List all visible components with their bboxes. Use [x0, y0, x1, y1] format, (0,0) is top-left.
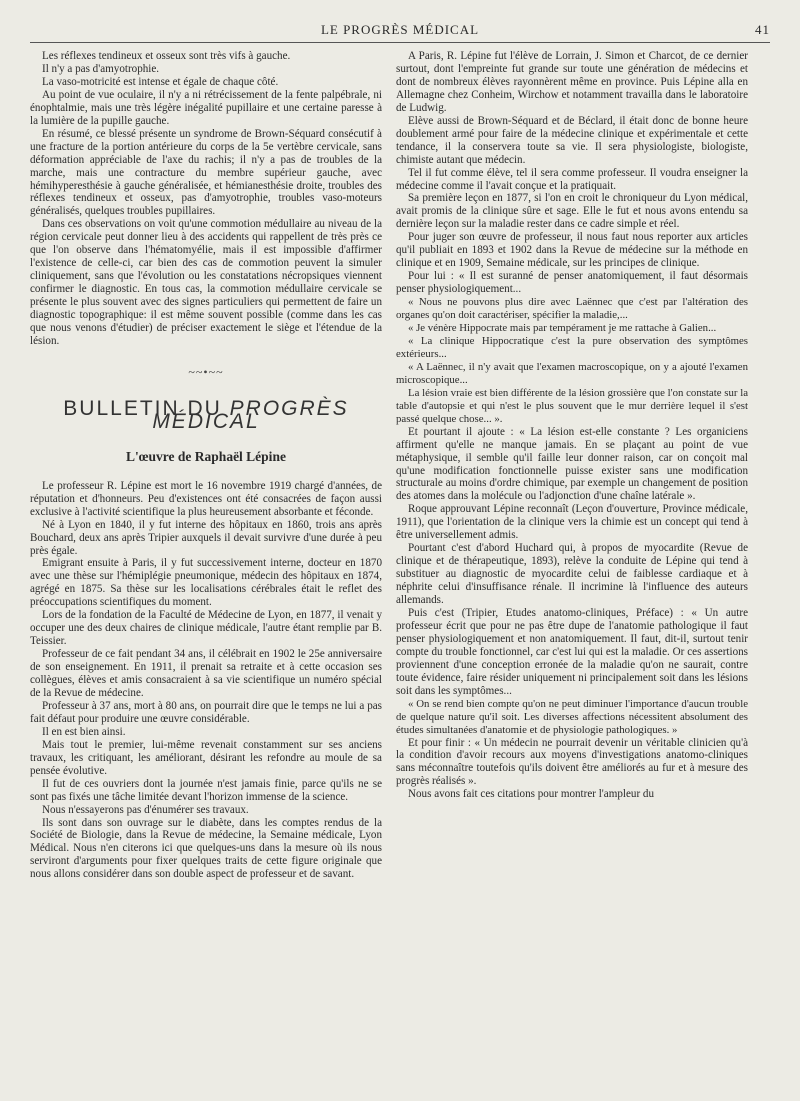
bulletin-heading-part2: PROGRÈS MÉDICAL [152, 396, 349, 433]
section-ornament: ~~•~~ [188, 364, 224, 379]
paragraph: Pour lui : « Il est suranné de penser anatomiquement, il faut désormais penser physiologiquement... [396, 270, 748, 296]
paragraph: Il fut de ces ouvriers dont la journée n'est jamais finie, parce qu'ils ne se sont pas fixés une tâche limitée devant l'horizon immense de la science. [30, 777, 382, 803]
paragraph: Il n'y a pas d'amyotrophie. [42, 62, 160, 75]
page-number: 41 [755, 22, 770, 37]
right-column [396, 50, 748, 1090]
paragraph: Et pourtant il ajoute : « La lésion est-elle constante ? Les organiciens affirment qu'elle ne manque jamais. En se plaçant au point de vue métaphysique, il semble qu'il faille leur donner raison, car on conçoit mal qu'une modification fonctionnelle puisse exister sans une modification structurale au moins d'ordre chimique, par exemple un changement de position des atomes dans la molécule ou l'adjonction d'une chaîne latérale ». [396, 425, 748, 503]
paragraph: Puis c'est (Tripier, Etudes anatomo-cliniques, Préface) : « Un autre professeur écrit que pour ne pas être dupe de l'anatomie pathologique il faut penser physiologiquement et non anatomiquement. Il faut, dit-il, surtout tenir compte du trouble fonctionnel, car c'est lui qui est la maladie. Or ces assertions proviennent d'une conception erronée de la maladie qu'on ne saurait, contre toute évidence, faire résider uniquement ni principalement soit dans les lésions soit dans les symptômes... [396, 606, 748, 697]
paragraph: Pour juger son œuvre de professeur, il nous faut nous reporter aux articles qu'il publiait en 1893 et 1902 dans la Revue de médecine sur la méthode en clinique et en 1909, Semaine médicale, sur les principes de clinique. [396, 231, 748, 270]
paragraph: Pourtant c'est d'abord Huchard qui, à propos de myocardite (Revue de clinique et de thérapeutique, 1893), relève la conduite de Lépine qui tend à substituer au diagnostic de myocardite celui de faiblesse cardiaque et à néphrite celui d'insuffisance rénale. Il incrimine là l'influence des auteurs allemands. [396, 542, 748, 607]
bulletin-heading [30, 396, 382, 433]
journal-title: LE PROGRÈS MÉDICAL [320, 22, 480, 37]
paragraph: Le professeur R. Lépine est mort le 16 novembre 1919 chargé d'années, de réputation et d'honneurs. Peu d'existences ont été consacrées de façon aussi exclusive à l'activité scientifique la plus heureusement absorbante et féconde. [30, 479, 382, 518]
paragraph: Professeur de ce fait pendant 34 ans, il célébrait en 1902 le 25e anniversaire de son enseignement. En 1911, il prenait sa retraite et à cette occasion ses collègues, élèves et amis consacraient à sa vie scientifique un numéro spécial de la Revue de médecine. [30, 648, 382, 699]
paragraph: Mais tout le premier, lui-même revenait constamment sur ses anciens travaux, les critiquant, les améliorant, désirant les refondre au moule de sa pensée évolutive. [30, 738, 382, 777]
quotation: La lésion vraie est bien différente de la lésion grossière que l'on constate sur la table d'autopsie et qui n'est le plus souvent que le mur derrière lequel il s'est passé quelque chose... ». [396, 386, 748, 425]
paragraph: Au point de vue oculaire, il n'y a ni rétrécissement de la fente palpébrale, ni énophtalmie, mais une très légère inégalité pupillaire et une certaine paresse à la lumière de la pupille gauche. [30, 88, 382, 127]
quotation: « La clinique Hippocratique c'est la pure observation des symptômes extérieurs... [396, 334, 748, 360]
quotation: « A Laënnec, il n'y avait que l'examen macroscopique, on y a ajouté l'examen microscopique... [396, 360, 748, 386]
paragraph: Nous avons fait ces citations pour montrer l'ampleur du [408, 788, 655, 801]
paragraph: Sa première leçon en 1877, si l'on en croit le chroniqueur du Lyon médical, avait promis de la clinique sûre et sage. Elle le fut et nous avons entendu sa dernière leçon sur la maladie rester dans ce cadre simple et réel. [396, 192, 748, 231]
paragraph: Lors de la fondation de la Faculté de Médecine de Lyon, en 1877, il venait y occuper une des deux chaires de clinique médicale, l'autre étant remplie par B. Teissier. [30, 609, 382, 648]
bulletin-heading-part1: BULLETIN DU [63, 396, 222, 420]
paragraph: La vaso-motricité est intense et égale de chaque côté. [42, 75, 279, 88]
left-column [30, 50, 382, 1090]
paragraph: Nous n'essayerons pas d'énumérer ses travaux. [42, 803, 249, 816]
paragraph: En résumé, ce blessé présente un syndrome de Brown-Séquard consécutif à une fracture de la portion antérieure du corps de la 5e vertèbre cervicale, sans déformation appréciable de l'axe du rachis; il n'y a pas de troubles de la marche, mais une contracture du membre supérieur gauche, avec hémihyperesthésie à gauche généralisée, et hémianesthésie droite, troubles des réflexes tendineux et osseux, pas d'amyotrophie, troubles vaso-moteurs généralisés, quelques troubles pupillaires. [30, 127, 382, 218]
article-body-left [30, 480, 382, 882]
paragraph: Les réflexes tendineux et osseux sont très vifs à gauche. [42, 50, 291, 62]
quotation: « On se rend bien compte qu'on ne peut diminuer l'importance d'aucun trouble de quelque nature qu'il soit. Les diverses affections nécessitent absolument des études simultanées d'anatomie et de physiologie pathologiques. » [396, 697, 748, 736]
paragraph: Roque approuvant Lépine reconnaît (Leçon d'ouverture, Province médicale, 1911), que l'orientation de la clinique vers la chimie est un concept qui tend à être universellement admis. [396, 503, 748, 542]
paragraph: Et pour finir : « Un médecin ne pourrait devenir un véritable clinicien qu'à la condition d'avoir recours aux moyens d'investigations anatomo-cliniques sans méconnaître toutefois qu'ils doivent être améliorés au fur et à mesure des progrès réalisés ». [396, 736, 748, 788]
running-head [30, 22, 770, 43]
paragraph: A Paris, R. Lépine fut l'élève de Lorrain, J. Simon et Charcot, de ce dernier surtout, dont l'empreinte fut grande sur toute une génération de médecins et dont de nombreux élèves rayonnèrent même en province. Puis Lépine alla en Allemagne chez Conheim, Wirchow et notamment travailla dans le laboratoire de Ludwig. [396, 50, 748, 114]
paragraph: Ils sont dans son ouvrage sur le diabète, dans les comptes rendus de la Société de Biologie, dans la Revue de médecine, la Semaine médicale, Lyon Médical. Nous n'en citerons ici que quelques-uns dans la mesure où ils nous serviront d'arguments pour fixer quelques traits de cette figure originale que nous allons considérer dans son double aspect de professeur et de savant. [30, 816, 382, 881]
paragraph: Tel il fut comme élève, tel il sera comme professeur. Il voudra enseigner la médecine comme il l'avait conçue et la pratiquait. [396, 166, 748, 192]
quotation: « Nous ne pouvons plus dire avec Laënnec que c'est par l'altération des organes qu'on doit caractériser, spécifier la maladie,... [396, 296, 748, 322]
paragraph: Emigrant ensuite à Paris, il y fut successivement interne, docteur en 1870 avec une thèse sur l'hémiplégie pneumonique, médecin des hôpitaux en 1874, agrégé en 1875. Sa thèse sur les localisations cérébrales était le reflet des préoccupations scientifiques du moment. [30, 557, 382, 609]
paragraph: Né à Lyon en 1840, il y fut interne des hôpitaux en 1860, trois ans après Bouchard, deux ans après Tripier auxquels il devait survivre d'une durée à peu près égale. [30, 518, 382, 557]
paragraph: Il en est bien ainsi. [42, 725, 126, 738]
paragraph: Professeur à 37 ans, mort à 80 ans, on pourrait dire que le temps ne lui a pas fait défaut pour produire une œuvre considérable. [30, 699, 382, 725]
quotation: « Je vénère Hippocrate mais par tempérament je me rattache à Galien... [408, 322, 717, 335]
article-title: L'œuvre de Raphaël Lépine [126, 448, 286, 464]
observation-text [30, 50, 382, 348]
paragraph: Elève aussi de Brown-Séquard et de Béclard, il était donc de bonne heure doublement armé pour faire de la médecine clinique et expérimentale et cette tendance, il la conservera toute sa vie. Il sera physiologiste, biologiste, chimiste autant que médecin. [396, 114, 748, 166]
paragraph: Dans ces observations on voit qu'une commotion médullaire au niveau de la région cervicale peut donner lieu à des accidents qui rappellent de très près ce que l'on observe dans l'hématomyélie, mais il est impossible d'affirmer l'existence de celle-ci, car bien des cas de commotion peuvent la simuler cliniquement, sans que l'évolution ou les constatations nécropsiques viennent confirmer le diagnostic. En tous cas, la commotion médullaire cervicale se présente le plus souvent avec des signes particuliers qui permettent de faire un diagnostic topographique: il est même souvent possible (comme dans les cas que nous venons d'étudier) de préciser exactement le siège et l'étendue de la lésion. [30, 218, 382, 347]
